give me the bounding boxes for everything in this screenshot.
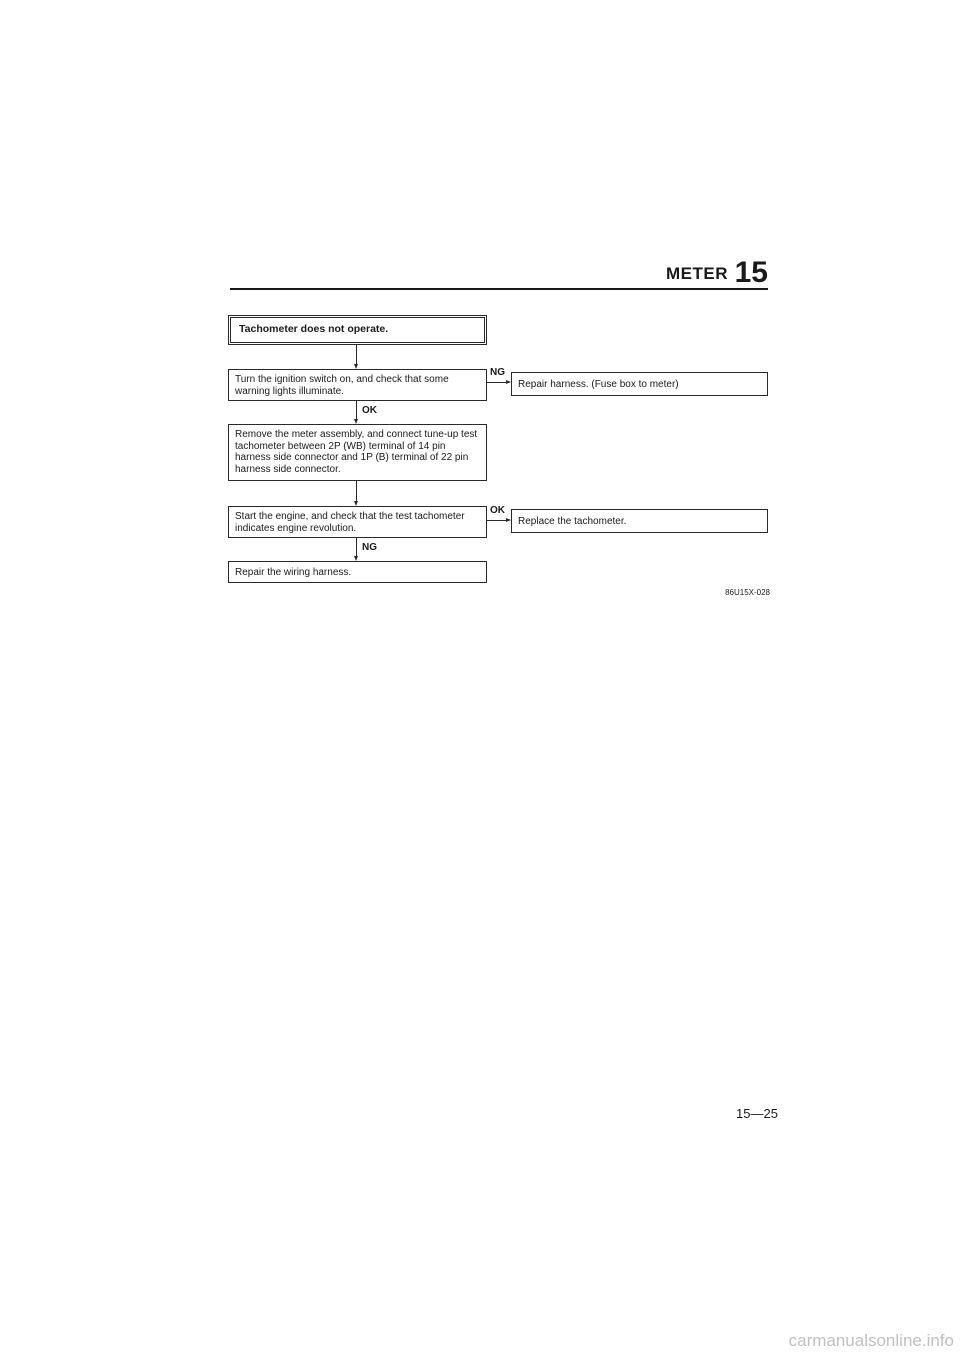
action-text-1: Repair harness. (Fuse box to meter) xyxy=(518,379,679,390)
branch-label-ok-1: OK xyxy=(362,405,377,416)
branch-label-ng-3: NG xyxy=(362,542,377,553)
figure-reference: 86U15X-028 xyxy=(725,588,770,597)
page-number: 15—25 xyxy=(736,1106,778,1121)
step-box-3 xyxy=(228,506,487,538)
branch-label-ng-1: NG xyxy=(490,367,505,378)
page-header xyxy=(230,250,768,290)
step-text-2: Remove the meter assembly, and connect tune-up test tachometer between 2P (WB) terminal of 14 pin harness side connector and 1P (B) terminal of 22 pin harness side connector. xyxy=(235,429,478,475)
connector-line xyxy=(487,520,507,521)
step-box-4 xyxy=(228,561,487,583)
connector-line xyxy=(356,538,357,557)
step-box-2 xyxy=(228,424,487,481)
connector-line xyxy=(356,345,357,365)
connector-line xyxy=(356,401,357,420)
flowchart-title: Tachometer does not operate. xyxy=(239,323,389,335)
step-text-4: Repair the wiring harness. xyxy=(235,567,352,578)
watermark: carmanualsonline.info xyxy=(788,1331,954,1350)
step-box-1 xyxy=(228,369,487,401)
section-title: METER xyxy=(666,264,728,283)
action-text-3: Replace the tachometer. xyxy=(518,516,627,527)
connector-line xyxy=(487,382,507,383)
action-box-3 xyxy=(511,509,768,533)
step-text-3: Start the engine, and check that the test tachometer indicates engine revolution. xyxy=(235,511,465,534)
step-text-1: Turn the ignition switch on, and check that some warning lights illuminate. xyxy=(235,374,449,397)
flowchart-title-box xyxy=(228,315,487,345)
action-box-1 xyxy=(511,372,768,396)
connector-line xyxy=(356,481,357,502)
branch-label-ok-3: OK xyxy=(490,505,505,516)
section-number: 15 xyxy=(734,256,768,289)
